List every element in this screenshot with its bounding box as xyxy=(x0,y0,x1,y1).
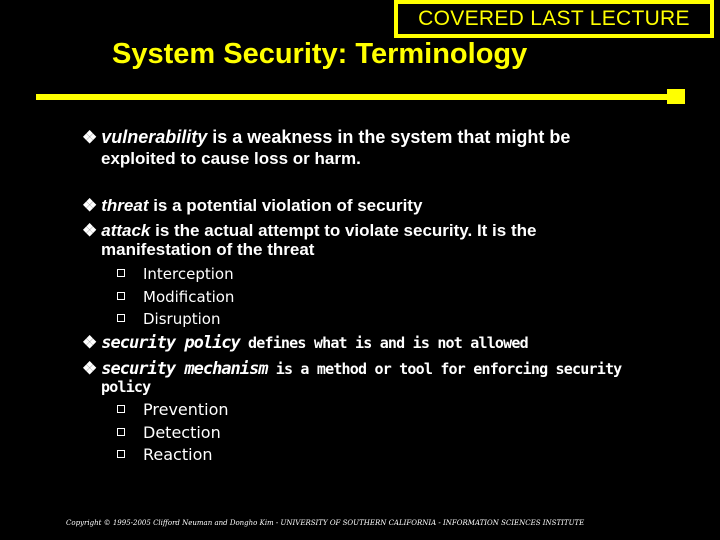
mechanism-subitem xyxy=(117,423,221,442)
bullet-attack-continuation: manifestation of the threat xyxy=(101,240,315,259)
bullet-threat xyxy=(82,196,422,216)
subitem-label: Reaction xyxy=(143,445,213,464)
bullet-vulnerability-continuation: exploited to cause loss or harm. xyxy=(101,149,361,168)
definition-attack: is the actual attempt to violate security. It is the xyxy=(150,221,537,240)
definition-security-mechanism: is a method or tool for enforcing security xyxy=(267,360,622,378)
subitem-label: Prevention xyxy=(143,400,229,419)
checkbox-bullet-icon xyxy=(117,450,125,458)
term-security-mechanism: security mechanism xyxy=(101,359,268,379)
stamp-label: COVERED LAST LECTURE xyxy=(418,7,690,30)
attack-subitem xyxy=(117,265,234,283)
term-vulnerability: vulnerability xyxy=(101,127,208,147)
diamond-bullet-icon: ❖ xyxy=(82,196,98,215)
subitem-label: Detection xyxy=(143,423,221,442)
covered-last-lecture-stamp xyxy=(394,0,714,38)
definition-threat: is a potential violation of security xyxy=(148,196,423,215)
checkbox-bullet-icon xyxy=(117,269,125,277)
bullet-vulnerability xyxy=(82,127,570,148)
title-underline xyxy=(36,94,670,100)
term-threat: threat xyxy=(101,196,149,215)
attack-subitem xyxy=(117,288,234,306)
subitem-label: Modification xyxy=(143,288,235,306)
copyright-footer: Copyright © 1995-2005 Clifford Neuman and Dongho Kim - UNIVERSITY OF SOUTHERN CALIFORNIA - INFORMATION SCIENCES INSTITUTE xyxy=(66,519,585,527)
checkbox-bullet-icon xyxy=(117,292,125,300)
attack-subitem xyxy=(117,310,220,328)
diamond-bullet-icon: ❖ xyxy=(82,359,98,378)
subitem-label: Interception xyxy=(143,265,234,283)
definition-vulnerability: is a weakness in the system that might be xyxy=(207,127,571,147)
slide-title: System Security: Terminology xyxy=(112,38,528,70)
definition-security-policy: defines what is and is not allowed xyxy=(239,334,528,352)
diamond-bullet-icon: ❖ xyxy=(82,128,98,147)
bullet-security-policy xyxy=(82,333,528,353)
mechanism-subitem xyxy=(117,400,229,419)
subitem-label: Disruption xyxy=(143,310,221,328)
checkbox-bullet-icon xyxy=(117,405,125,413)
diamond-bullet-icon: ❖ xyxy=(82,333,98,352)
checkbox-bullet-icon xyxy=(117,314,125,322)
mechanism-subitem xyxy=(117,445,213,464)
term-security-policy: security policy xyxy=(101,333,240,353)
term-attack: attack xyxy=(101,221,151,240)
checkbox-bullet-icon xyxy=(117,428,125,436)
title-underline-endcap xyxy=(667,89,685,104)
bullet-security-mechanism-continuation: policy xyxy=(101,378,151,396)
bullet-security-mechanism xyxy=(82,359,621,379)
diamond-bullet-icon: ❖ xyxy=(82,221,98,240)
bullet-attack xyxy=(82,221,536,241)
